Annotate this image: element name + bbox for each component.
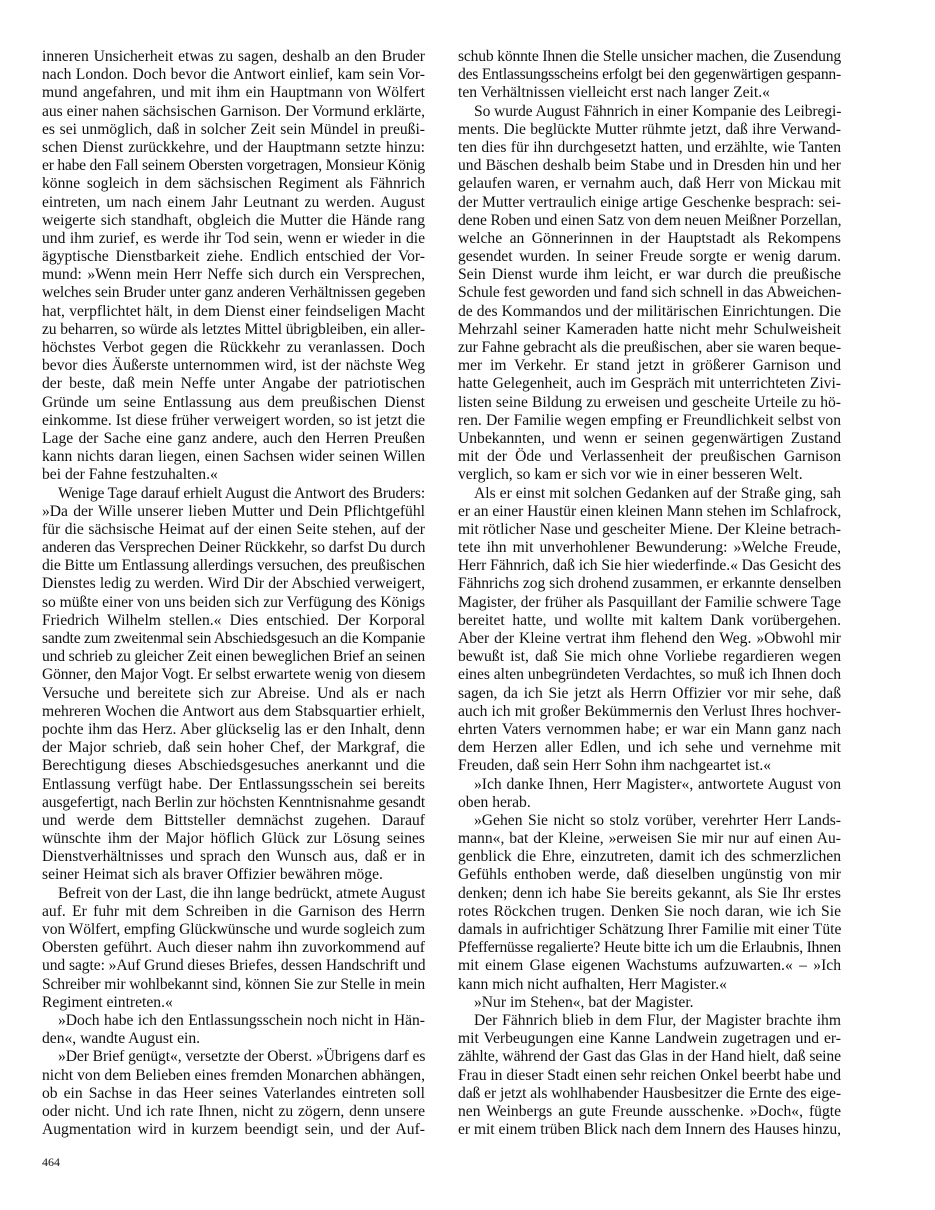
text-line: ägyptische Dienstbarkeit ziehe. Endlich entschied der Vor- — [42, 248, 425, 266]
text-line: Friedrich Wilhelm stellen.« Dies entschied. Der Korporal — [42, 611, 425, 629]
text-line: »Nur im Stehen«, bat der Magister. — [474, 993, 694, 1011]
text-line: bei der Fahne festzuhalten.« — [42, 466, 218, 484]
text-line: er habe den Fall seinem Obersten vorgetragen, Monsieur König — [42, 157, 425, 175]
text-line: Mehrzahl seiner Kameraden hatte nicht mehr Schulweisheit — [458, 320, 841, 338]
text-line: schub könnte Ihnen die Stelle unsicher machen, die Zusendung — [458, 48, 841, 65]
text-line: sandte zum zweitenmal sein Abschiedsgesuch an die Kompanie — [42, 630, 425, 647]
text-line: ten Verhältnissen vielleicht erst nach langer Zeit.« — [458, 84, 770, 102]
text-line: auf. Er fuhr mit dem Schreiben in die Garnison des Herrn — [42, 902, 425, 920]
text-line: mehreren Wochen die Antwort aus dem Stabsquartier erhielt, — [42, 702, 425, 720]
text-line: Gefühls enthoben werde, daß dieselben ungünstig von mir — [458, 866, 841, 884]
text-line: mund: »Wenn mein Herr Neffe sich durch ein Versprechen, — [42, 266, 425, 284]
text-column-right — [458, 48, 841, 1139]
text-line: Befreit von der Last, die ihn lange bedrückt, atmete August — [58, 884, 425, 902]
text-line: Entlassung verfügt habe. Der Entlassungsschein sei bereits — [42, 775, 425, 793]
text-line: Schreiber mir wohlbekannt sind, können Sie zur Stelle in mein — [42, 975, 425, 993]
text-line: Obersten geführt. Auch dieser nahm ihn zuvorkommend auf — [42, 939, 425, 957]
text-line: und werde dem Bittsteller demnächst zugehen. Darauf — [42, 811, 425, 829]
text-line: ments. Die beglückte Mutter rühmte jetzt, daß ihre Verwand- — [458, 120, 841, 138]
text-line: zur Fahne gebracht als die preußischen, aber sie waren beque- — [458, 339, 841, 356]
text-line: zählte, während der Gast das Glas in der Hand hielt, daß seine — [458, 1048, 841, 1066]
text-line: eines alten unbegründeten Verdachtes, so muß ich Ihnen doch — [458, 666, 841, 684]
text-line: mit der Öde und Verlassenheit der preußischen Garnison — [458, 448, 841, 466]
text-line: Als er einst mit solchen Gedanken auf der Straße ging, sah — [474, 484, 841, 502]
text-line: hatte Gelegenheit, auch im Gespräch mit unterrichteten Zivi- — [458, 375, 841, 393]
text-line: wünschte ihm der Major höflich Glück zur Lösung seines — [42, 830, 425, 848]
text-line: Der Fähnrich blieb in dem Flur, der Magister brachte ihm — [474, 1011, 841, 1029]
text-line: Gründe um seine Entlassung aus dem preußischen Dienst — [42, 393, 425, 411]
text-line: bereitet hatte, und wollte mit kaltem Dank vorübergehen. — [458, 611, 841, 629]
text-line: Schule fest geworden und fand sich schnell in das Abweichen- — [458, 284, 841, 302]
text-line: Dienstverhältnisses und sprach den Wunsch aus, daß er in — [42, 848, 425, 866]
text-line: Fähnrichs zog sich drohend zusammen, er erkannte denselben — [458, 575, 841, 593]
text-line: es sei unmöglich, daß in solcher Zeit sein Mündel in preußi- — [42, 120, 425, 138]
text-line: dem Herzen aller Edlen, und ich sehe und vernehme mit — [458, 739, 841, 757]
text-line: genblick die Ehre, einzutreten, damit ich des schmerzlichen — [458, 848, 841, 866]
text-line: Wenige Tage darauf erhielt August die Antwort des Bruders: — [58, 484, 425, 502]
text-line: kann mich nicht aufhalten, Herr Magister.« — [458, 975, 727, 993]
text-line: ren. Der Familie wegen empfing er Freundlichkeit selbst von — [458, 411, 841, 429]
text-line: von Wölfert, empfing Glückwünsche und wurde sogleich zum — [42, 921, 425, 938]
text-line: mann«, bat der Kleine, »erweisen Sie mir nur auf einen Au- — [458, 830, 841, 848]
text-line: schen Dienst zurückkehre, und der Hauptmann setzte hinzu: — [42, 138, 425, 156]
text-line: und sagte: »Auf Grund dieses Briefes, dessen Handschrift und — [42, 957, 425, 975]
text-line: inneren Unsicherheit etwas zu sagen, deshalb an den Bruder — [42, 48, 425, 65]
text-line: mer im Verkehr. Er stand jetzt in größerer Garnison und — [458, 357, 841, 375]
text-line: tete ihn mit unverhohlener Bewunderung: »Welche Freude, — [458, 539, 841, 557]
text-line: welche an Gönnerinnen in der Hauptstadt als Rekompens — [458, 229, 841, 247]
text-line: nach London. Doch bevor die Antwort einlief, kam sein Vor- — [42, 66, 425, 84]
text-line: des Entlassungsscheins erfolgt bei den gegenwärtigen gespann- — [458, 66, 841, 84]
text-line: könne sogleich in dem sächsischen Regiment als Fähnrich — [42, 175, 425, 193]
text-line: listen seine Bildung zu erweisen und gescheite Urteile zu hö- — [458, 393, 841, 411]
text-line: Augmentation wird in kurzem beendigt sein, und der Auf- — [42, 1121, 425, 1139]
text-line: der Major schrieb, daß sein hoher Chef, der Markgraf, die — [42, 739, 425, 757]
text-line: denken; denn ich habe Sie bereits gekannt, als Sie Ihr erstes — [458, 884, 841, 902]
text-line: mund angefahren, und mit ihm ein Hauptmann von Wölfert — [42, 84, 425, 102]
text-line: aus einer nahen sächsischen Garnison. Der Vormund erklärte, — [42, 102, 425, 120]
text-line: seiner Heimat sich als braver Offizier bewähren möge. — [42, 866, 383, 884]
text-line: ausgefertigt, nach Berlin zur höchsten Kenntnisnahme gesandt — [42, 793, 425, 811]
text-line: »Da der Wille unserer lieben Mutter und Dein Pflichtgefühl — [42, 502, 425, 520]
text-line: Versuche und bereitete sich zur Abreise. Und als er nach — [42, 684, 425, 702]
text-line: einkomme. Ist diese früher verweigert worden, so ist jetzt die — [42, 411, 425, 429]
text-line: zu beharren, so würde als letztes Mittel übrigbleiben, ein aller- — [42, 320, 425, 338]
text-line: dene Roben und einen Satz von dem neuen Meißner Porzellan, — [458, 211, 841, 229]
text-line: Gönner, den Major Vogt. Er selbst erwartete wenig von diesem — [42, 666, 425, 684]
text-line: der Mutter vertraulich einige artige Geschenke besprach: sei- — [458, 193, 841, 211]
text-line: Unbekannten, und wenn er seinen gegenwärtigen Zustand — [458, 429, 841, 447]
text-line: »Der Brief genügt«, versetzte der Oberst. »Übrigens darf es — [58, 1048, 425, 1066]
text-line: gelaufen waren, er vernahm auch, daß Herr von Mickau mit — [458, 175, 841, 193]
text-line: er mit einem trüben Blick nach dem Innern des Hauses hinzu, — [458, 1121, 841, 1139]
text-line: Pfeffernüsse regalierte? Heute bitte ich um die Erlaubnis, Ihnen — [458, 939, 841, 957]
text-line: de des Kommandos und der militärischen Einrichtungen. Die — [458, 302, 841, 320]
text-line: der beste, daß mein Neffe unter Angabe der patriotischen — [42, 375, 425, 393]
text-line: und Bäschen deshalb beim Stabe und in Dresden hin und her — [458, 157, 841, 175]
text-line: auch ich mit großer Bekümmernis den Verlust Ihres hochver- — [458, 702, 841, 720]
text-line: »Gehen Sie nicht so stolz vorüber, verehrter Herr Lands- — [474, 811, 841, 829]
text-line: weigerte sich standhaft, obgleich die Mutter die Hände rang — [42, 211, 425, 229]
text-line: ob ein Sachse in das Heer seines Vaterlandes eintreten soll — [42, 1084, 425, 1102]
text-line: Berechtigung dieses Abschiedsgesuches anerkannt und die — [42, 757, 425, 775]
text-line: pochte ihm das Herz. Aber glückselig las er den Inhalt, denn — [42, 720, 425, 738]
text-line: So wurde August Fähnrich in einer Kompanie des Leibregi- — [474, 102, 841, 120]
text-line: bewußt ist, daß Sie mich ohne Vorliebe regardieren wegen — [458, 648, 841, 666]
text-line: daß er jetzt als wohlhabender Hausbesitzer die Ernte des eige- — [458, 1084, 841, 1102]
text-column-left — [42, 48, 425, 1139]
text-line: ehrten Vaters vernommen habe; er war ein Mann ganz nach — [458, 720, 841, 738]
text-line: »Doch habe ich den Entlassungsschein noch nicht in Hän- — [58, 1011, 425, 1029]
text-line: so müßte einer von uns beiden sich zur Verfügung des Königs — [42, 593, 425, 611]
text-line: eintreten, um nach einem Jahr Leutnant zu werden. August — [42, 193, 425, 211]
text-line: gesendet wurden. In seiner Freude sorgte er wenig darum. — [458, 248, 841, 266]
text-line: er an einer Haustür einen kleinen Mann stehen im Schlafrock, — [458, 502, 841, 520]
text-line: verglich, so kam er sich vor wie in einer besseren Welt. — [458, 466, 803, 484]
text-line: und ihm zurief, es werde ihr Tod sein, wenn er wieder in die — [42, 229, 425, 247]
text-line: für die sächsische Heimat auf der einen Seite stehen, auf der — [42, 520, 425, 538]
text-line: Dienstes ledig zu werden. Wird Dir der Abschied verweigert, — [42, 575, 425, 593]
text-line: nicht von dem Belieben eines fremden Monarchen abhängen, — [42, 1066, 425, 1084]
text-line: Frau in dieser Stadt einen sehr reichen Onkel beerbt habe und — [458, 1066, 841, 1084]
text-line: die Bitte um Entlassung allerdings versuchen, des preußischen — [42, 557, 425, 575]
text-line: welches sein Bruder unter ganz anderen Verhältnissen gegeben — [42, 284, 425, 302]
text-line: »Ich danke Ihnen, Herr Magister«, antwortete August von — [474, 775, 841, 793]
text-line: und schrieb zu gleicher Zeit einen beweglichen Brief an seinen — [42, 648, 425, 666]
text-line: Lage der Sache eine ganz andere, auch den Herren Preußen — [42, 429, 425, 447]
text-line: rotes Röckchen trugen. Denken Sie noch daran, wie ich Sie — [458, 902, 841, 920]
text-line: ten dies für ihn durchgesetzt hatten, und erzählte, wie Tanten — [458, 138, 841, 156]
text-line: mit Verbeugungen eine Kanne Landwein zugetragen und er- — [458, 1030, 841, 1048]
text-line: Sein Dienst wurde ihm leicht, er war durch die preußische — [458, 266, 841, 284]
text-line: Freuden, daß sein Herr Sohn ihm nachgeartet ist.« — [458, 757, 772, 775]
page-number: 464 — [42, 1155, 60, 1169]
text-line: anderen das Versprechen Deiner Rückkehr, so darfst Du durch — [42, 539, 425, 557]
text-line: Herr Fähnrich, daß ich Sie hier wiederfinde.« Das Gesicht des — [458, 557, 841, 575]
text-line: damals in aufrichtiger Schätzung Ihrer Familie mit einer Tüte — [458, 921, 841, 938]
text-line: Magister, der früher als Pasquillant der Familie schwere Tage — [458, 593, 841, 611]
text-line: bevor dies Äußerste unternommen wird, ist der nächste Weg — [42, 357, 425, 375]
text-line: den«, wandte August ein. — [42, 1030, 201, 1048]
text-line: höchstes Verbot gegen die Rückkehr zu veranlassen. Doch — [42, 339, 425, 356]
text-line: kann nichts daran liegen, einen Sachsen wider seinen Willen — [42, 448, 425, 466]
text-line: mit rötlicher Nase und gescheiter Miene. Der Kleine betrach- — [458, 520, 841, 538]
text-line: oben herab. — [458, 793, 531, 811]
text-line: sagen, da ich Sie jetzt als Herrn Offizier vor mir sehe, daß — [458, 684, 841, 702]
text-line: oder nicht. Und ich rate Ihnen, nicht zu zögern, denn unsere — [42, 1102, 425, 1120]
text-line: Aber der Kleine vertrat ihm flehend den Weg. »Obwohl mir — [458, 630, 841, 647]
text-line: hat, verpflichtet hält, in dem Dienst einer feindseligen Macht — [42, 302, 425, 320]
text-line: Regiment eintreten.« — [42, 993, 173, 1011]
text-line: nen Weinbergs an gute Freunde ausschenke. »Doch«, fügte — [458, 1102, 841, 1120]
text-line: mit einem Glase eigenen Wachstums aufzuwarten.« – »Ich — [458, 957, 841, 975]
